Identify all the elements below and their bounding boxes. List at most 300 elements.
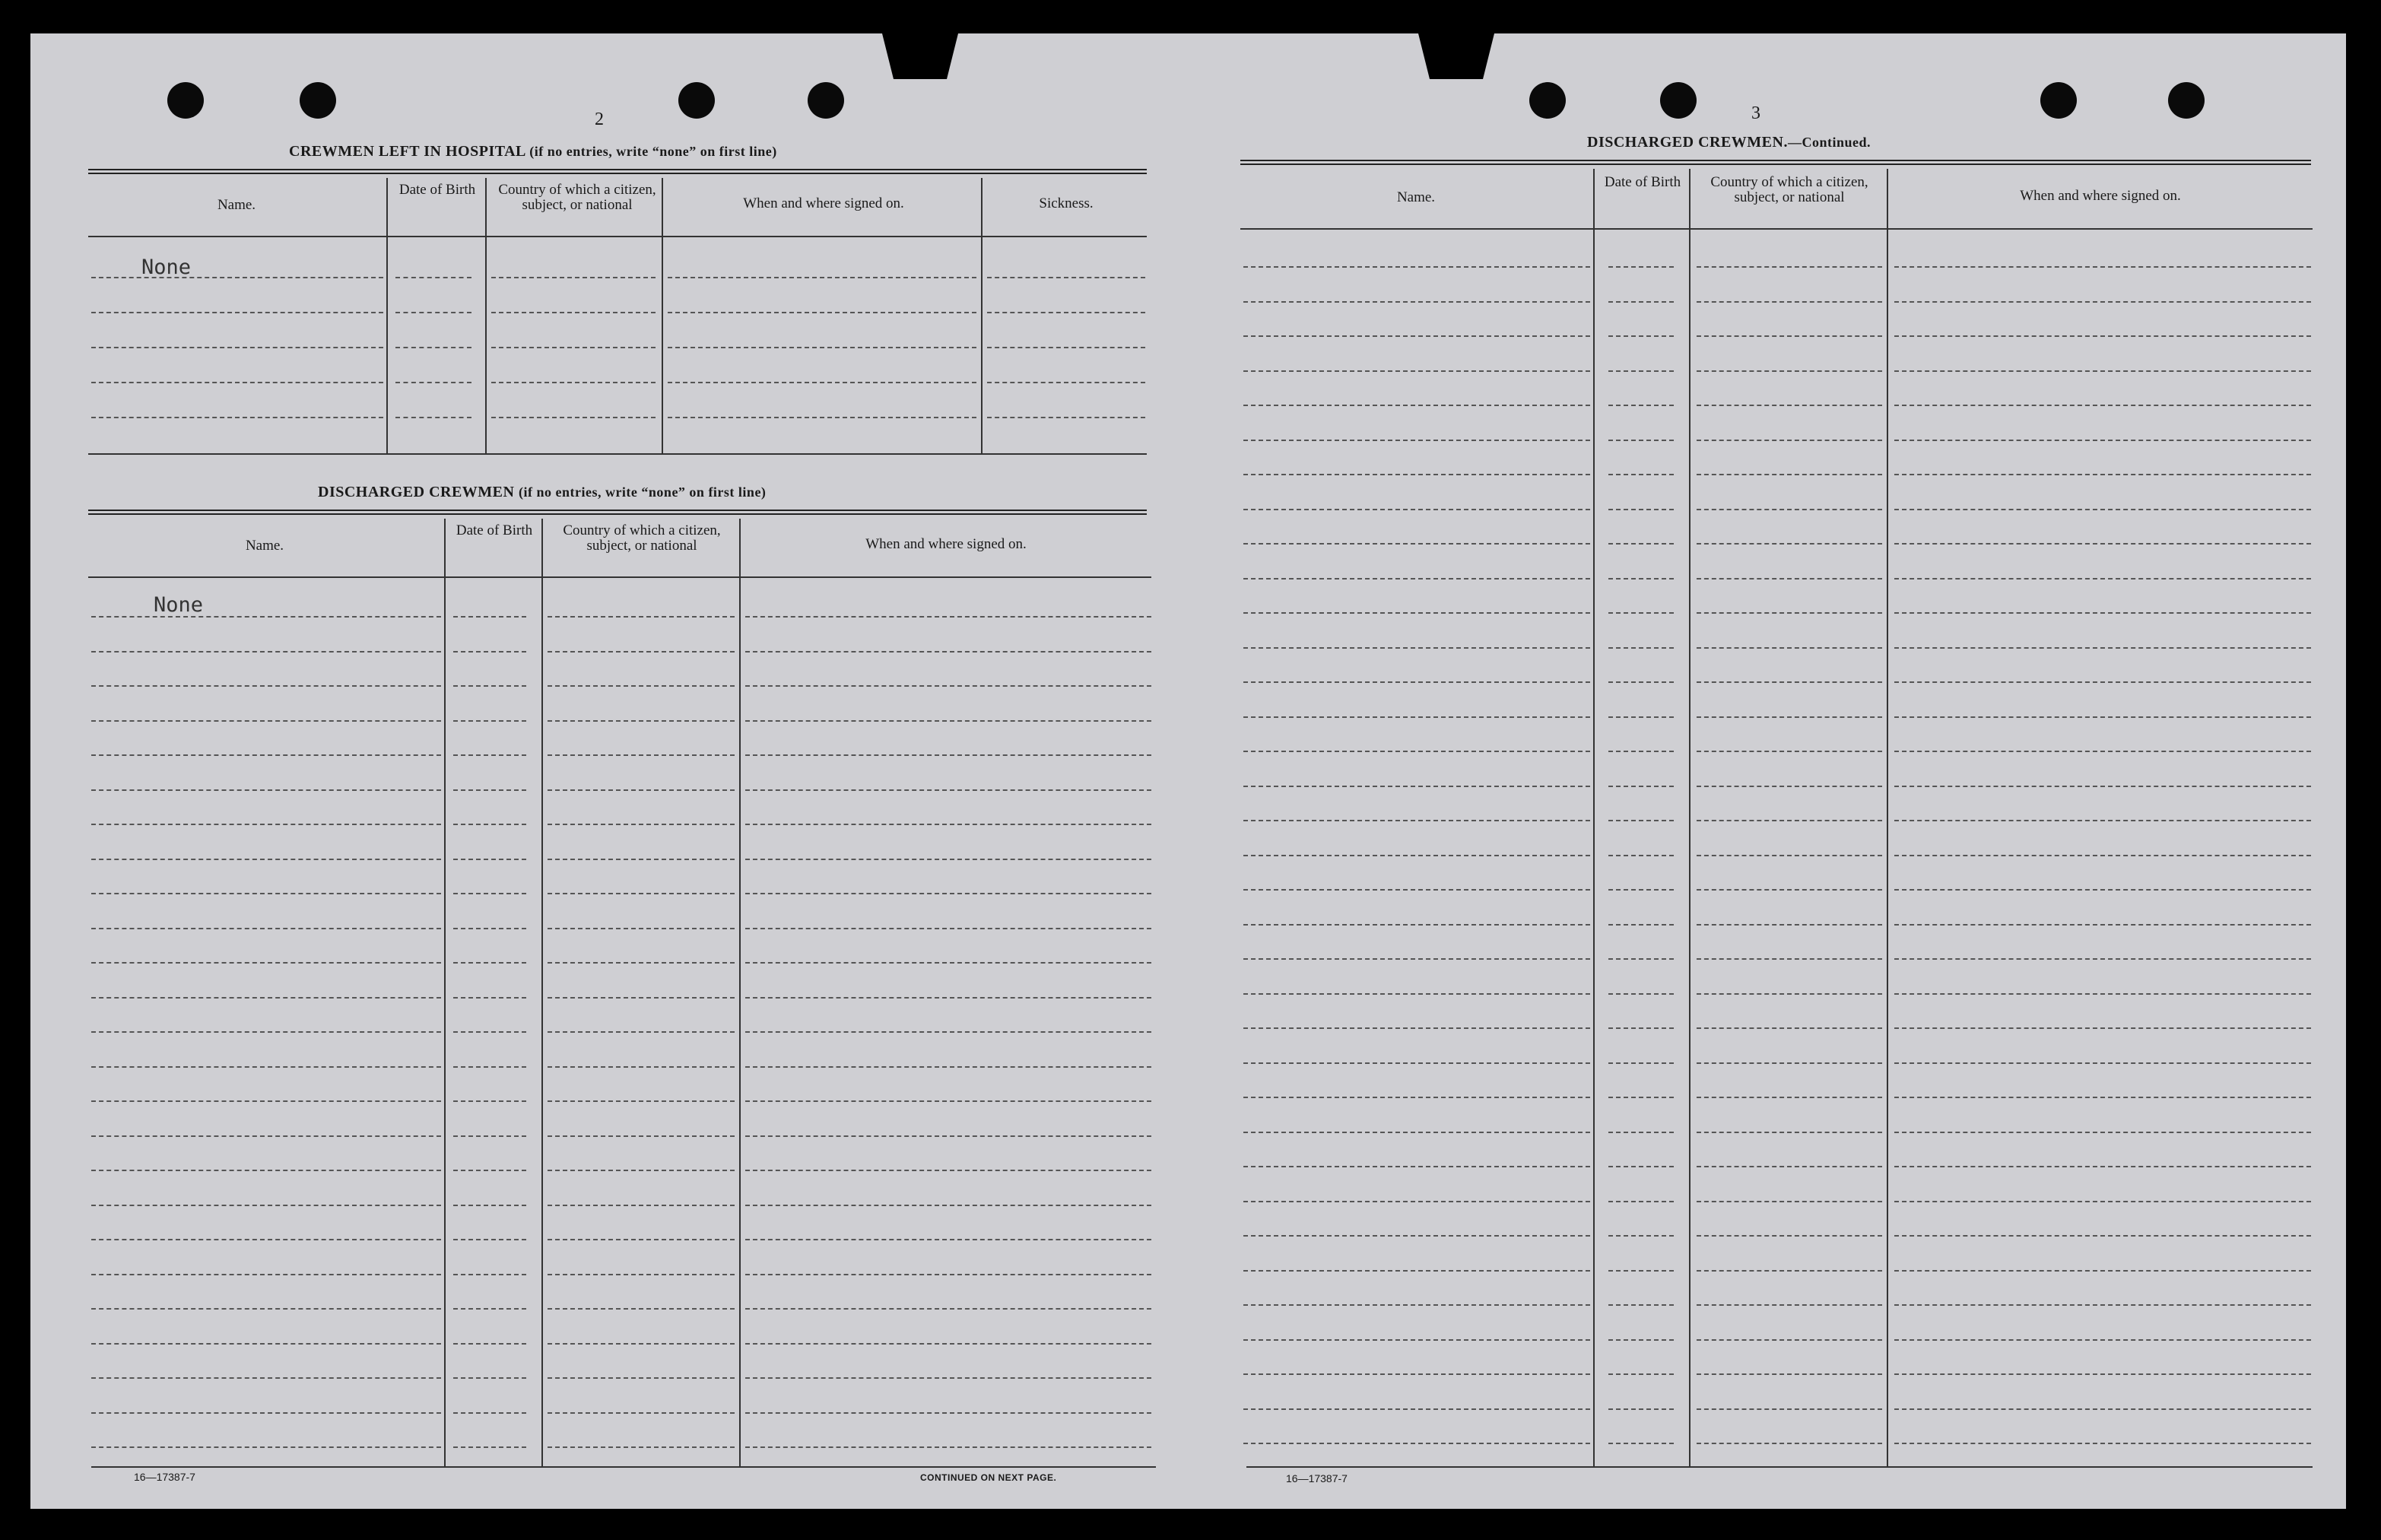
entry-line xyxy=(1697,335,1882,337)
entry-line xyxy=(1697,889,1882,891)
entry-line xyxy=(745,893,1151,894)
entry-line xyxy=(1608,820,1674,821)
entry-line xyxy=(548,1031,735,1033)
entry-line xyxy=(1243,301,1590,303)
entry-line xyxy=(453,928,526,929)
entry-line xyxy=(1894,1339,2311,1341)
entry-line xyxy=(1243,1339,1590,1341)
entry-line xyxy=(1894,335,2311,337)
entry-line xyxy=(91,754,441,756)
entry-line xyxy=(91,417,383,418)
entry-line xyxy=(491,382,656,383)
entry-line xyxy=(745,997,1151,999)
entry-line xyxy=(91,1239,441,1240)
discharged-top-rule xyxy=(88,510,1147,515)
entry-line xyxy=(1894,509,2311,510)
entry-line xyxy=(1243,1270,1590,1272)
entry-line xyxy=(91,1031,441,1033)
entry-line xyxy=(1243,820,1590,821)
entry-line xyxy=(1243,612,1590,614)
entry-line xyxy=(548,789,735,791)
entry-line xyxy=(1894,647,2311,649)
entry-line xyxy=(745,789,1151,791)
entry-line xyxy=(745,928,1151,929)
entry-line xyxy=(745,1170,1151,1171)
entry-line xyxy=(548,1377,735,1379)
entry-line xyxy=(1697,1408,1882,1410)
entry-line xyxy=(1608,509,1674,510)
entry-line xyxy=(745,720,1151,722)
hospital-entry-none: None xyxy=(141,256,192,279)
entry-line xyxy=(745,1205,1151,1206)
entry-line xyxy=(453,997,526,999)
entry-line xyxy=(91,1066,441,1068)
entry-line xyxy=(1608,1339,1674,1341)
entry-line xyxy=(1608,1270,1674,1272)
entry-line xyxy=(453,1446,526,1448)
entry-line xyxy=(1608,370,1674,372)
column-header-when-where: When and where signed on. xyxy=(2020,188,2181,204)
entry-line xyxy=(453,1205,526,1206)
entry-line xyxy=(1608,1304,1674,1306)
entry-line xyxy=(91,1135,441,1137)
entry-line xyxy=(1243,1235,1590,1237)
entry-line xyxy=(548,1066,735,1068)
page-number: 3 xyxy=(1751,103,1760,123)
entry-line xyxy=(453,1031,526,1033)
entry-line xyxy=(1894,370,2311,372)
entry-line xyxy=(1608,301,1674,303)
entry-line xyxy=(1243,924,1590,926)
entry-line xyxy=(1894,1062,2311,1064)
form-code: 16—17387-7 xyxy=(1286,1472,1348,1484)
column-divider xyxy=(662,178,663,453)
entry-line xyxy=(1894,820,2311,821)
entry-line xyxy=(1894,716,2311,718)
entry-line xyxy=(1608,612,1674,614)
entry-line xyxy=(1243,716,1590,718)
column-header-name: Name. xyxy=(217,197,256,213)
entry-line xyxy=(1894,855,2311,856)
entry-line xyxy=(1697,266,1882,268)
entry-line xyxy=(1697,440,1882,441)
entry-line xyxy=(1608,474,1674,475)
column-header-country: Country of which a citizen, subject, or national xyxy=(1710,174,1868,205)
entry-line xyxy=(1894,786,2311,787)
entry-line xyxy=(1697,1062,1882,1064)
continued-note: CONTINUED ON NEXT PAGE. xyxy=(920,1472,1057,1483)
entry-line xyxy=(1697,924,1882,926)
entry-line xyxy=(91,382,383,383)
entry-line xyxy=(91,1446,441,1448)
entry-line xyxy=(548,824,735,825)
entry-line xyxy=(1608,993,1674,995)
entry-line xyxy=(1894,612,2311,614)
entry-line xyxy=(1608,924,1674,926)
entry-line xyxy=(1697,1097,1882,1098)
entry-line xyxy=(1243,1408,1590,1410)
punch-hole xyxy=(808,82,844,119)
entry-line xyxy=(1243,474,1590,475)
entry-line xyxy=(1894,1235,2311,1237)
entry-line xyxy=(453,1135,526,1137)
entry-line xyxy=(1608,543,1674,545)
column-header-sickness: Sickness. xyxy=(1039,195,1094,211)
entry-line xyxy=(453,616,526,618)
entry-line xyxy=(1243,855,1590,856)
hospital-bottom-rule xyxy=(88,453,1147,455)
entry-line xyxy=(91,824,441,825)
discharged-continued-title: DISCHARGED CREWMEN.—Continued. xyxy=(1587,134,1871,151)
punch-hole xyxy=(167,82,204,119)
entry-line xyxy=(1697,786,1882,787)
entry-line xyxy=(987,382,1145,383)
entry-line xyxy=(668,347,976,348)
entry-line xyxy=(1608,440,1674,441)
right-page xyxy=(1175,33,2346,1509)
entry-line xyxy=(395,277,471,278)
entry-line xyxy=(745,1135,1151,1137)
entry-line xyxy=(1697,1339,1882,1341)
entry-line xyxy=(548,1239,735,1240)
entry-line xyxy=(453,824,526,825)
entry-line xyxy=(453,962,526,964)
column-header-date-of-birth: Date of Birth xyxy=(456,522,533,538)
entry-line xyxy=(453,720,526,722)
entry-line xyxy=(1243,405,1590,406)
column-header-date-of-birth: Date of Birth xyxy=(398,182,476,198)
entry-line xyxy=(548,685,735,687)
form-code: 16—17387-7 xyxy=(134,1471,195,1483)
column-header-date-of-birth: Date of Birth xyxy=(1604,174,1681,190)
entry-line xyxy=(745,1377,1151,1379)
entry-line xyxy=(91,928,441,929)
entry-line xyxy=(745,824,1151,825)
entry-line xyxy=(91,1343,441,1345)
entry-line xyxy=(1697,1443,1882,1444)
column-divider xyxy=(485,178,487,453)
entry-line xyxy=(1243,266,1590,268)
entry-line xyxy=(1608,958,1674,960)
entry-line xyxy=(1894,1270,2311,1272)
entry-line xyxy=(1894,751,2311,752)
entry-line xyxy=(745,1308,1151,1310)
entry-line xyxy=(1243,1373,1590,1375)
hospital-top-rule xyxy=(88,169,1147,174)
entry-line xyxy=(1243,993,1590,995)
punch-hole xyxy=(2040,82,2077,119)
entry-line xyxy=(453,651,526,653)
entry-line xyxy=(1697,474,1882,475)
entry-line xyxy=(91,1170,441,1171)
entry-line xyxy=(1608,1201,1674,1202)
entry-line xyxy=(1608,578,1674,579)
entry-line xyxy=(453,1170,526,1171)
column-divider xyxy=(444,519,446,1466)
entry-line xyxy=(1608,1062,1674,1064)
entry-line xyxy=(1608,681,1674,683)
entry-line xyxy=(1697,647,1882,649)
entry-line xyxy=(1243,958,1590,960)
entry-line xyxy=(1697,993,1882,995)
entry-line xyxy=(1608,647,1674,649)
entry-line xyxy=(668,382,976,383)
entry-line xyxy=(1894,440,2311,441)
entry-line xyxy=(91,312,383,313)
entry-line xyxy=(1697,578,1882,579)
entry-line xyxy=(1697,1373,1882,1375)
discharged-header-rule xyxy=(88,576,1151,578)
entry-line xyxy=(1243,1027,1590,1029)
entry-line xyxy=(745,651,1151,653)
entry-line xyxy=(1608,1166,1674,1167)
entry-line xyxy=(1608,1443,1674,1444)
entry-line xyxy=(1894,924,2311,926)
entry-line xyxy=(1697,681,1882,683)
entry-line xyxy=(987,417,1145,418)
entry-line xyxy=(91,1412,441,1414)
entry-line xyxy=(1243,1097,1590,1098)
entry-line xyxy=(1608,1373,1674,1375)
entry-line xyxy=(1608,751,1674,752)
entry-line xyxy=(1894,1027,2311,1029)
entry-line xyxy=(1608,1408,1674,1410)
entry-line xyxy=(548,962,735,964)
punch-hole xyxy=(2168,82,2205,119)
punch-hole xyxy=(1529,82,1566,119)
entry-line xyxy=(548,754,735,756)
entry-line xyxy=(491,277,656,278)
binding-notch xyxy=(1418,33,1494,79)
entry-line xyxy=(1697,1166,1882,1167)
column-header-when-where: When and where signed on. xyxy=(743,195,904,211)
entry-line xyxy=(745,754,1151,756)
page-number: 2 xyxy=(595,110,604,129)
entry-line xyxy=(745,1412,1151,1414)
entry-line xyxy=(1894,993,2311,995)
entry-line xyxy=(1697,958,1882,960)
entry-line xyxy=(1697,1132,1882,1133)
entry-line xyxy=(548,1205,735,1206)
column-divider xyxy=(739,519,741,1466)
discharged-continued-bottom-rule xyxy=(1246,1466,2313,1468)
entry-line xyxy=(1608,1027,1674,1029)
entry-line xyxy=(1608,716,1674,718)
entry-line xyxy=(548,1412,735,1414)
entry-line xyxy=(1608,889,1674,891)
entry-line xyxy=(491,417,656,418)
entry-line xyxy=(91,277,383,278)
entry-line xyxy=(453,1274,526,1275)
entry-line xyxy=(1243,1443,1590,1444)
entry-line xyxy=(548,1308,735,1310)
entry-line xyxy=(1697,820,1882,821)
entry-line xyxy=(395,347,471,348)
entry-line xyxy=(668,417,976,418)
entry-line xyxy=(1894,266,2311,268)
entry-line xyxy=(1243,578,1590,579)
entry-line xyxy=(548,1100,735,1102)
discharged-bottom-rule xyxy=(91,1466,1156,1468)
binding-notch xyxy=(882,33,958,79)
entry-line xyxy=(1894,1408,2311,1410)
entry-line xyxy=(1894,1443,2311,1444)
discharged-continued-header-rule xyxy=(1240,228,2313,230)
entry-line xyxy=(1608,1235,1674,1237)
entry-line xyxy=(91,685,441,687)
hospital-section-title: CREWMEN LEFT IN HOSPITAL (if no entries, write “none” on first line) xyxy=(289,143,777,160)
entry-line xyxy=(453,1343,526,1345)
entry-line xyxy=(1243,1201,1590,1202)
entry-line xyxy=(91,1308,441,1310)
entry-line xyxy=(491,347,656,348)
entry-line xyxy=(1894,578,2311,579)
discharged-continued-top-rule xyxy=(1240,160,2311,165)
entry-line xyxy=(491,312,656,313)
entry-line xyxy=(1894,1373,2311,1375)
entry-line xyxy=(1697,543,1882,545)
entry-line xyxy=(745,1239,1151,1240)
entry-line xyxy=(548,1170,735,1171)
entry-line xyxy=(395,382,471,383)
entry-line xyxy=(1894,1201,2311,1202)
entry-line xyxy=(1697,1027,1882,1029)
entry-line xyxy=(453,1308,526,1310)
column-divider xyxy=(541,519,543,1466)
entry-line xyxy=(453,1100,526,1102)
entry-line xyxy=(1608,335,1674,337)
entry-line xyxy=(1243,681,1590,683)
entry-line xyxy=(91,1205,441,1206)
entry-line xyxy=(1894,405,2311,406)
column-header-country: Country of which a citizen, subject, or national xyxy=(563,522,721,554)
entry-line xyxy=(1894,1304,2311,1306)
entry-line xyxy=(1608,855,1674,856)
entry-line xyxy=(1243,786,1590,787)
entry-line xyxy=(1697,509,1882,510)
entry-line xyxy=(548,1446,735,1448)
entry-line xyxy=(1608,405,1674,406)
entry-line xyxy=(1697,716,1882,718)
entry-line xyxy=(548,928,735,929)
entry-line xyxy=(91,1274,441,1275)
discharged-entry-none: None xyxy=(154,593,204,617)
entry-line xyxy=(1894,889,2311,891)
entry-line xyxy=(453,893,526,894)
entry-line xyxy=(1243,543,1590,545)
entry-line xyxy=(91,616,441,618)
entry-line xyxy=(453,1066,526,1068)
entry-line xyxy=(91,893,441,894)
entry-line xyxy=(1894,474,2311,475)
entry-line xyxy=(1243,647,1590,649)
entry-line xyxy=(1243,1166,1590,1167)
entry-line xyxy=(668,312,976,313)
entry-line xyxy=(1243,1132,1590,1133)
entry-line xyxy=(453,1239,526,1240)
entry-line xyxy=(745,1031,1151,1033)
entry-line xyxy=(548,1343,735,1345)
entry-line xyxy=(1697,1270,1882,1272)
entry-line xyxy=(745,962,1151,964)
entry-line xyxy=(91,962,441,964)
column-divider xyxy=(1593,169,1595,1466)
entry-line xyxy=(745,616,1151,618)
entry-line xyxy=(745,1100,1151,1102)
entry-line xyxy=(1243,335,1590,337)
entry-line xyxy=(91,720,441,722)
entry-line xyxy=(91,859,441,860)
entry-line xyxy=(745,1274,1151,1275)
entry-line xyxy=(1243,440,1590,441)
entry-line xyxy=(1243,1062,1590,1064)
entry-line xyxy=(91,789,441,791)
entry-line xyxy=(745,1343,1151,1345)
entry-line xyxy=(1608,266,1674,268)
entry-line xyxy=(1697,1235,1882,1237)
left-page xyxy=(30,33,1175,1509)
entry-line xyxy=(745,685,1151,687)
entry-line xyxy=(1894,543,2311,545)
column-divider xyxy=(386,178,388,453)
entry-line xyxy=(453,859,526,860)
entry-line xyxy=(1697,301,1882,303)
entry-line xyxy=(453,1412,526,1414)
entry-line xyxy=(395,417,471,418)
column-divider xyxy=(981,178,983,453)
entry-line xyxy=(1243,751,1590,752)
column-header-country: Country of which a citizen, subject, or national xyxy=(498,182,656,213)
punch-hole xyxy=(300,82,336,119)
punch-hole xyxy=(1660,82,1697,119)
entry-line xyxy=(1608,1132,1674,1133)
entry-line xyxy=(745,1066,1151,1068)
entry-line xyxy=(91,651,441,653)
punch-hole xyxy=(678,82,715,119)
entry-line xyxy=(91,1377,441,1379)
entry-line xyxy=(1243,1304,1590,1306)
entry-line xyxy=(745,859,1151,860)
entry-line xyxy=(548,720,735,722)
entry-line xyxy=(395,312,471,313)
entry-line xyxy=(1697,405,1882,406)
entry-line xyxy=(1894,1166,2311,1167)
entry-line xyxy=(91,997,441,999)
entry-line xyxy=(1697,612,1882,614)
column-header-name: Name. xyxy=(1396,189,1436,205)
entry-line xyxy=(548,1274,735,1275)
column-divider xyxy=(1887,169,1888,1466)
entry-line xyxy=(1243,370,1590,372)
entry-line xyxy=(987,277,1145,278)
entry-line xyxy=(1894,1132,2311,1133)
hospital-header-rule xyxy=(88,236,1147,237)
entry-line xyxy=(453,1377,526,1379)
entry-line xyxy=(453,789,526,791)
entry-line xyxy=(1608,1097,1674,1098)
entry-line xyxy=(1894,301,2311,303)
entry-line xyxy=(453,754,526,756)
entry-line xyxy=(745,1446,1151,1448)
entry-line xyxy=(91,347,383,348)
column-header-name: Name. xyxy=(245,538,284,554)
entry-line xyxy=(1697,1304,1882,1306)
entry-line xyxy=(1894,958,2311,960)
entry-line xyxy=(1697,751,1882,752)
entry-line xyxy=(548,859,735,860)
entry-line xyxy=(548,1135,735,1137)
entry-line xyxy=(1894,1097,2311,1098)
